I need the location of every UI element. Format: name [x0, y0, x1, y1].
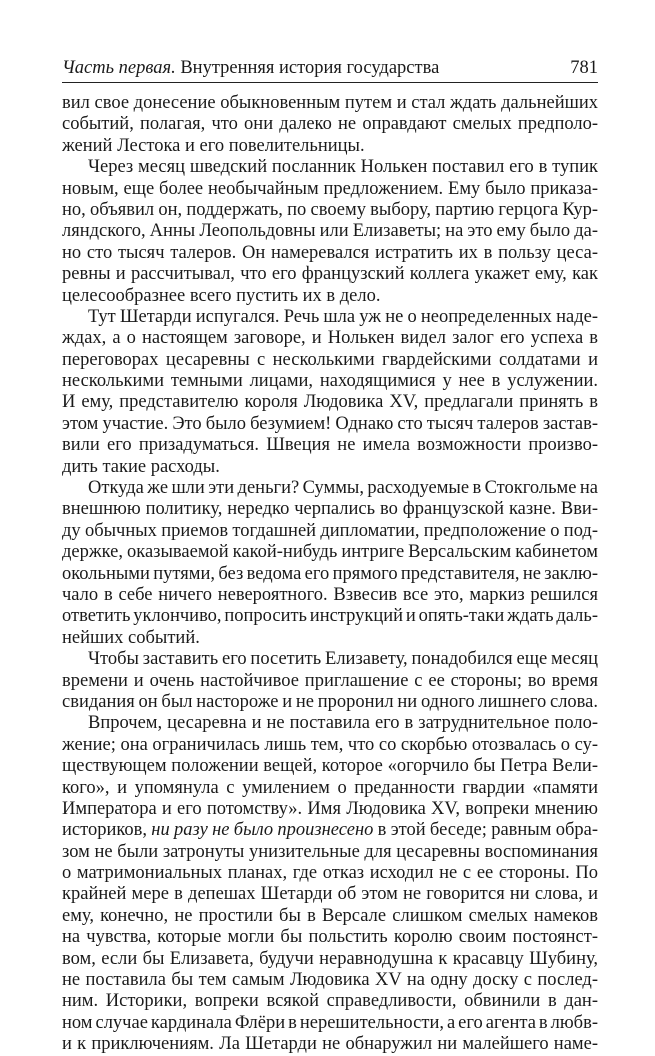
text-line: [62, 671, 598, 692]
text-line: [62, 863, 598, 884]
header-rule: [62, 82, 598, 83]
text-line: [62, 114, 598, 135]
text-line: [62, 1013, 598, 1034]
text-line: [62, 478, 598, 499]
text-line: [62, 521, 598, 542]
text-line-content: целесообразнее всего пустить их в дело.: [62, 285, 381, 306]
text-line: [62, 457, 598, 478]
text-line-content: Откуда же шли эти деньги? Суммы, расходуемые в Стокгольме на: [88, 478, 598, 499]
text-line-content: на чувства, которые могли бы польстить королю своим постоянст-: [62, 927, 598, 948]
text-line: [62, 200, 598, 221]
text-line: [62, 286, 598, 307]
text-line: [62, 884, 598, 905]
text-line-content: вил свое донесение обыкновенным путем и стал ждать дальнейших: [62, 93, 598, 113]
text-line-content: вом, если бы Елизавета, будучи неравнодушна к красавцу Шубину,: [62, 948, 598, 969]
text-line-content: ществующем положении вещей, которое «огорчило бы Петра Вели-: [62, 756, 598, 777]
text-line-content: И ему, представителю короля Людовика XV, предлагали принять в: [62, 392, 598, 413]
text-line-content: ревны и рассчитывал, что его французский коллега укажет ему, как: [62, 264, 598, 285]
text-line: [62, 542, 598, 563]
text-line-content: жений Лестока и его повелительницы.: [62, 135, 365, 156]
text-line: [62, 585, 598, 606]
text-line: [62, 221, 598, 242]
text-line: [62, 435, 598, 456]
text-line-content: этом участие. Это было безумием! Однако сто тысяч талеров застав-: [62, 413, 598, 434]
text-line-content: историков,: [62, 820, 152, 841]
text-line-content: ним. Историки, вопреки всякой справедливости, обвинили в дан-: [62, 991, 598, 1012]
text-line: [62, 649, 598, 670]
text-line: [62, 799, 598, 820]
text-line: [62, 243, 598, 264]
text-line: [62, 264, 598, 285]
body-text: [62, 93, 598, 1056]
text-line-content: окольными путями, без ведома его прямого представителя, не заклю-: [62, 563, 598, 584]
text-line: [62, 371, 598, 392]
text-line-content: чало в себе ничего невероятного. Взвесив все это, маркиз решился: [62, 584, 598, 605]
text-line-content: времени и очень настойчивое приглашение с ее стороны; во время: [62, 670, 598, 691]
text-line: [62, 179, 598, 200]
text-line-content: ответить уклончиво, попросить инструкций и опять-таки ждать даль-: [62, 606, 598, 627]
text-line-content: ждах, а о настоящем заговоре, и Нолькен видел залог его успеха в: [62, 328, 598, 349]
text-line-content: ду обычных приемов тогдашней дипломатии, предположение о под-: [62, 520, 598, 541]
running-head-part: Часть первая.: [62, 58, 176, 78]
text-line-content: нейших событий.: [62, 627, 200, 648]
text-line-content: Через месяц шведский посланник Нолькен поставил его в тупик: [88, 157, 598, 178]
text-line-content: Чтобы заставить его посетить Елизавету, понадобился еще месяц: [88, 649, 598, 670]
text-line-content: о матримониальных планах, где отказ исходил не с ее стороны. По: [62, 863, 598, 884]
text-line: [62, 735, 598, 756]
text-line-content: ляндского, Анны Леопольдовны или Елизаветы; на это ему было да-: [62, 221, 598, 242]
text-line-content: Императора и его потомству». Имя Людовика XV, вопреки мнению: [62, 798, 598, 819]
text-line-content: ему, конечно, не простили бы в Версале слишком смелых намеков: [62, 905, 598, 926]
text-line-content: не поставила бы тем самым Людовика XV на одну доску с послед-: [62, 970, 598, 991]
text-line-content: крайней мере в депешах Шетарди об этом не говорится ни слова, и: [62, 884, 598, 905]
text-line: [62, 927, 598, 948]
text-line: [62, 136, 598, 157]
page-number: 781: [570, 58, 598, 78]
running-head: [62, 56, 598, 80]
text-line-continuation: в этой беседе; равным обра-: [373, 820, 598, 841]
text-line-content: ном случае кардинала Флёри в нерешительности, а его агента в любв-: [62, 1012, 598, 1033]
text-line: [62, 157, 598, 178]
text-line: [62, 606, 598, 627]
text-line: [62, 564, 598, 585]
text-line-content: новым, еще более необычайным предложением. Ему было приказа-: [62, 178, 598, 199]
text-line: [62, 713, 598, 734]
text-line: [62, 93, 598, 114]
text-line-content: держке, оказываемой какой-нибудь интриге Версальским кабинетом: [62, 542, 598, 563]
text-line: [62, 392, 598, 413]
text-line: [62, 820, 598, 841]
text-line-content: дить такие расходы.: [62, 456, 220, 477]
text-line: [62, 970, 598, 991]
text-line: [62, 499, 598, 520]
text-line: [62, 692, 598, 713]
text-line-content: Тут Шетарди испугался. Речь шла уж не о неопределенных наде-: [88, 306, 598, 327]
text-line-content: Впрочем, цесаревна и не поставила его в затруднительное поло-: [88, 713, 598, 734]
text-line-content: кого», и упомянула с умилением о преданности гвардии «памяти: [62, 777, 598, 798]
text-line-content: внешнюю политику, нередко черпались во французской казне. Вви-: [62, 499, 598, 520]
emphasis-text: ни разу не было произнесено: [151, 820, 374, 841]
text-line: [62, 307, 598, 328]
text-line: [62, 1034, 598, 1055]
text-line-content: переговорах цесаревны с несколькими гвардейскими солдатами и: [62, 349, 598, 370]
text-line: [62, 350, 598, 371]
text-line-content: свидания он был настороже и не проронил ни одного лишнего слова.: [62, 691, 598, 712]
text-line-content: вили его призадуматься. Швеция не имела возможности произво-: [62, 435, 598, 456]
text-line: [62, 842, 598, 863]
text-line-content: жение; она ограничилась лишь тем, что со скорбью отозвалась о су-: [62, 734, 598, 755]
text-line: [62, 756, 598, 777]
text-line: [62, 991, 598, 1012]
text-line: [62, 949, 598, 970]
running-head-title: Внутренняя история государства: [180, 58, 440, 78]
text-line-content: и к приключениям. Ла Шетарди не обнаружил ни малейшего наме-: [62, 1034, 598, 1055]
text-line-content: несколькими темными лицами, находящимися у нее в услужении.: [62, 371, 598, 392]
text-line: [62, 778, 598, 799]
text-line: [62, 628, 598, 649]
text-line: [62, 328, 598, 349]
text-line: [62, 906, 598, 927]
text-line: [62, 414, 598, 435]
text-line-content: но, объявил он, поддержать, по своему выбору, партию герцога Кур-: [62, 199, 598, 220]
text-line-content: событий, полагая, что они далеко не оправдают смелых предполо-: [62, 114, 598, 135]
text-line-content: но сто тысяч талеров. Он намеревался истратить их в пользу цеса-: [62, 242, 598, 263]
text-line-content: зом не были затронуты унизительные для цесаревны воспоминания: [62, 841, 598, 862]
